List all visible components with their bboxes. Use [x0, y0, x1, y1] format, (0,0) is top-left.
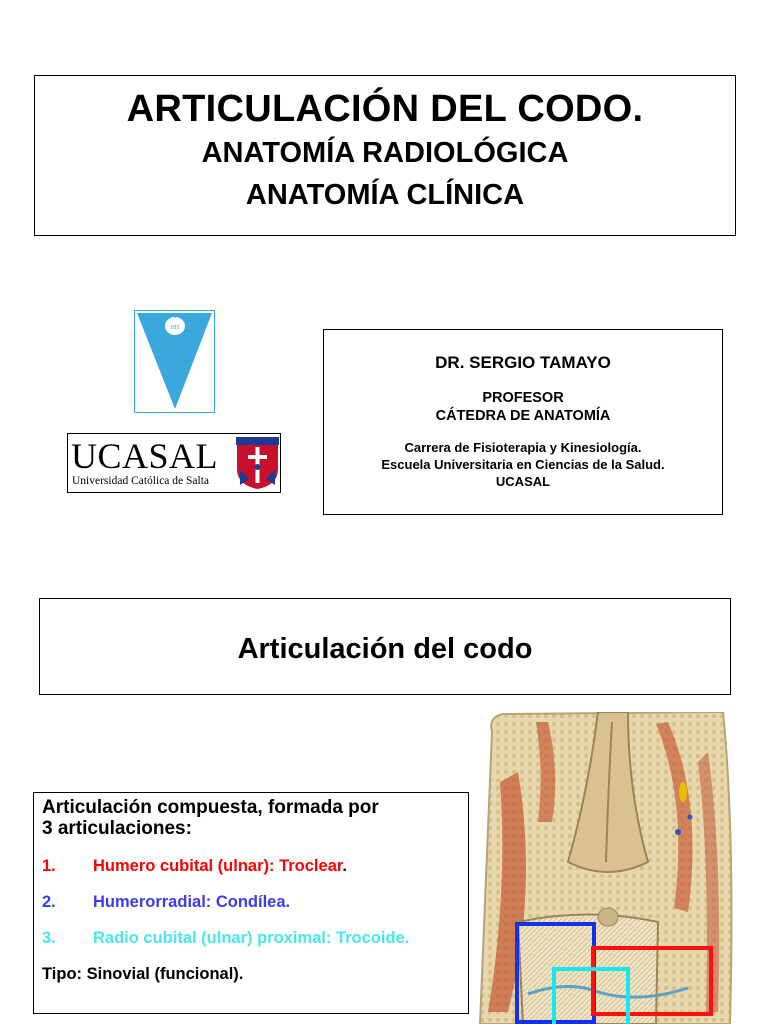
- author-name: DR. SERGIO TAMAYO: [435, 353, 611, 372]
- list-item-text: Humero cubital (ulnar): Troclear: [93, 857, 343, 875]
- list-item-text: Humerorradial: Condílea.: [93, 893, 291, 911]
- list-item-suffix: .: [342, 857, 347, 875]
- slide-subtitle-radiologica: ANATOMÍA RADIOLÓGICA: [201, 137, 569, 169]
- author-role-line-1: PROFESOR: [482, 390, 564, 406]
- ucasal-subtitle: Universidad Católica de Salta: [72, 475, 210, 487]
- author-dept-line-2: Escuela Universitaria en Ciencias de la Salud.: [381, 457, 665, 472]
- elbow-anatomy-image: [478, 712, 735, 1024]
- ucasal-shield-icon: [236, 437, 279, 490]
- section-title: Articulación del codo: [237, 633, 533, 665]
- list-item-text: Radio cubital (ulnar) proximal: Trocoide.: [93, 929, 410, 947]
- ihs-monogram: IHS: [170, 325, 180, 331]
- list-item-humero-cubital: [42, 857, 460, 877]
- list-item-number: 2.: [42, 893, 56, 911]
- content-box: [33, 792, 469, 1014]
- author-dept-line-3: UCASAL: [495, 474, 551, 489]
- list-item-number: 3.: [42, 929, 56, 947]
- title-slide-box: [34, 75, 736, 236]
- list-item-radio-cubital: [42, 929, 460, 949]
- intro-line-2: 3 articulaciones:: [42, 818, 192, 839]
- list-item-number: 1.: [42, 857, 56, 875]
- list-item-humerorradial: [42, 893, 460, 913]
- author-dept-line-1: Carrera de Fisioterapia y Kinesiología.: [404, 440, 642, 455]
- author-role-line-2: CÁTEDRA DE ANATOMÍA: [435, 408, 611, 424]
- slide-title: ARTICULACIÓN DEL CODO.: [126, 88, 644, 130]
- intro-line-1: Articulación compuesta, formada por: [42, 797, 379, 818]
- section-title-box: [39, 598, 731, 695]
- ucasal-logo: [67, 433, 281, 493]
- tipo-line: Tipo: Sinovial (funcional).: [42, 965, 244, 983]
- university-v-logo: [134, 310, 215, 413]
- ucasal-wordmark: UCASAL: [71, 436, 219, 476]
- author-info-box: [323, 329, 723, 515]
- slide-subtitle-clinica: ANATOMÍA CLÍNICA: [245, 179, 525, 211]
